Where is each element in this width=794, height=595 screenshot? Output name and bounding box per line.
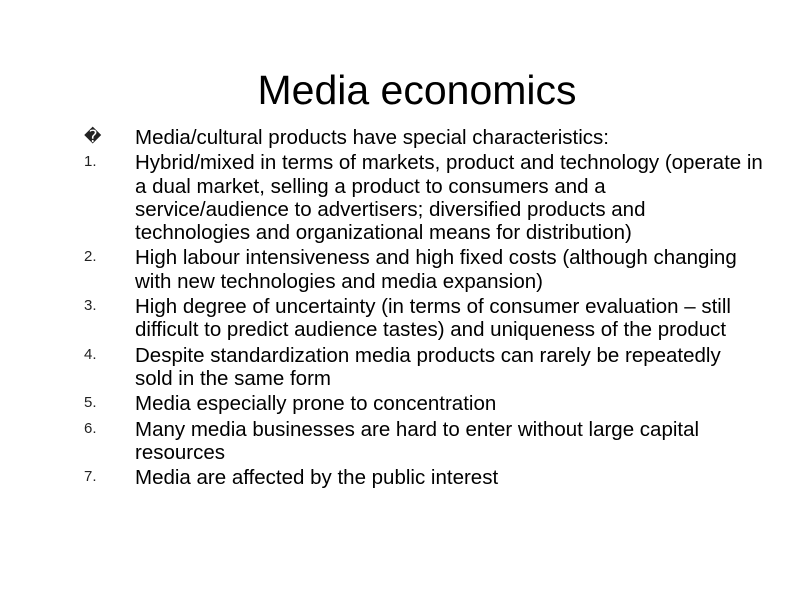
list-item-text: Many media businesses are hard to enter without large capital resources [135, 417, 700, 464]
list-item-number: 2. [84, 248, 97, 266]
list-item [84, 390, 764, 415]
list-item-number: 3. [84, 297, 97, 315]
list-item [84, 244, 764, 293]
list-item-text: Media are affected by the public interest [135, 466, 499, 490]
list-item [84, 416, 764, 465]
list-item-number: 6. [84, 419, 97, 437]
list-item-number: 5. [84, 394, 97, 412]
list-item [84, 293, 764, 342]
slide-title: Media economics [257, 67, 577, 113]
list-item-number: 7. [84, 468, 97, 486]
bullet-marker-icon: � [84, 127, 102, 146]
list-item [84, 149, 764, 244]
list-item-text: Hybrid/mixed in terms of markets, product and technology (operate in a dual market, selling a product to consumers and a service/audience to advertisers; diversified products and technologies and organizational means for distribution) [135, 151, 763, 245]
list-item-text: High degree of uncertainty (in terms of consumer evaluation – still difficult to predict audience tastes) and uniqueness of the product [135, 295, 731, 342]
bullet-list [84, 124, 764, 489]
list-item-number: 1. [84, 153, 97, 171]
list-item-text: Despite standardization media products can rarely be repeatedly sold in the same form [135, 343, 721, 390]
list-item-text: High labour intensiveness and high fixed costs (although changing with new technologies and media expansion) [135, 246, 737, 293]
list-item-text: Media especially prone to concentration [135, 392, 497, 416]
list-item-text: Media/cultural products have special characteristics: [135, 126, 609, 149]
list-item [84, 124, 764, 149]
list-item [84, 342, 764, 391]
list-item [84, 464, 764, 489]
list-item-number: 4. [84, 345, 97, 363]
